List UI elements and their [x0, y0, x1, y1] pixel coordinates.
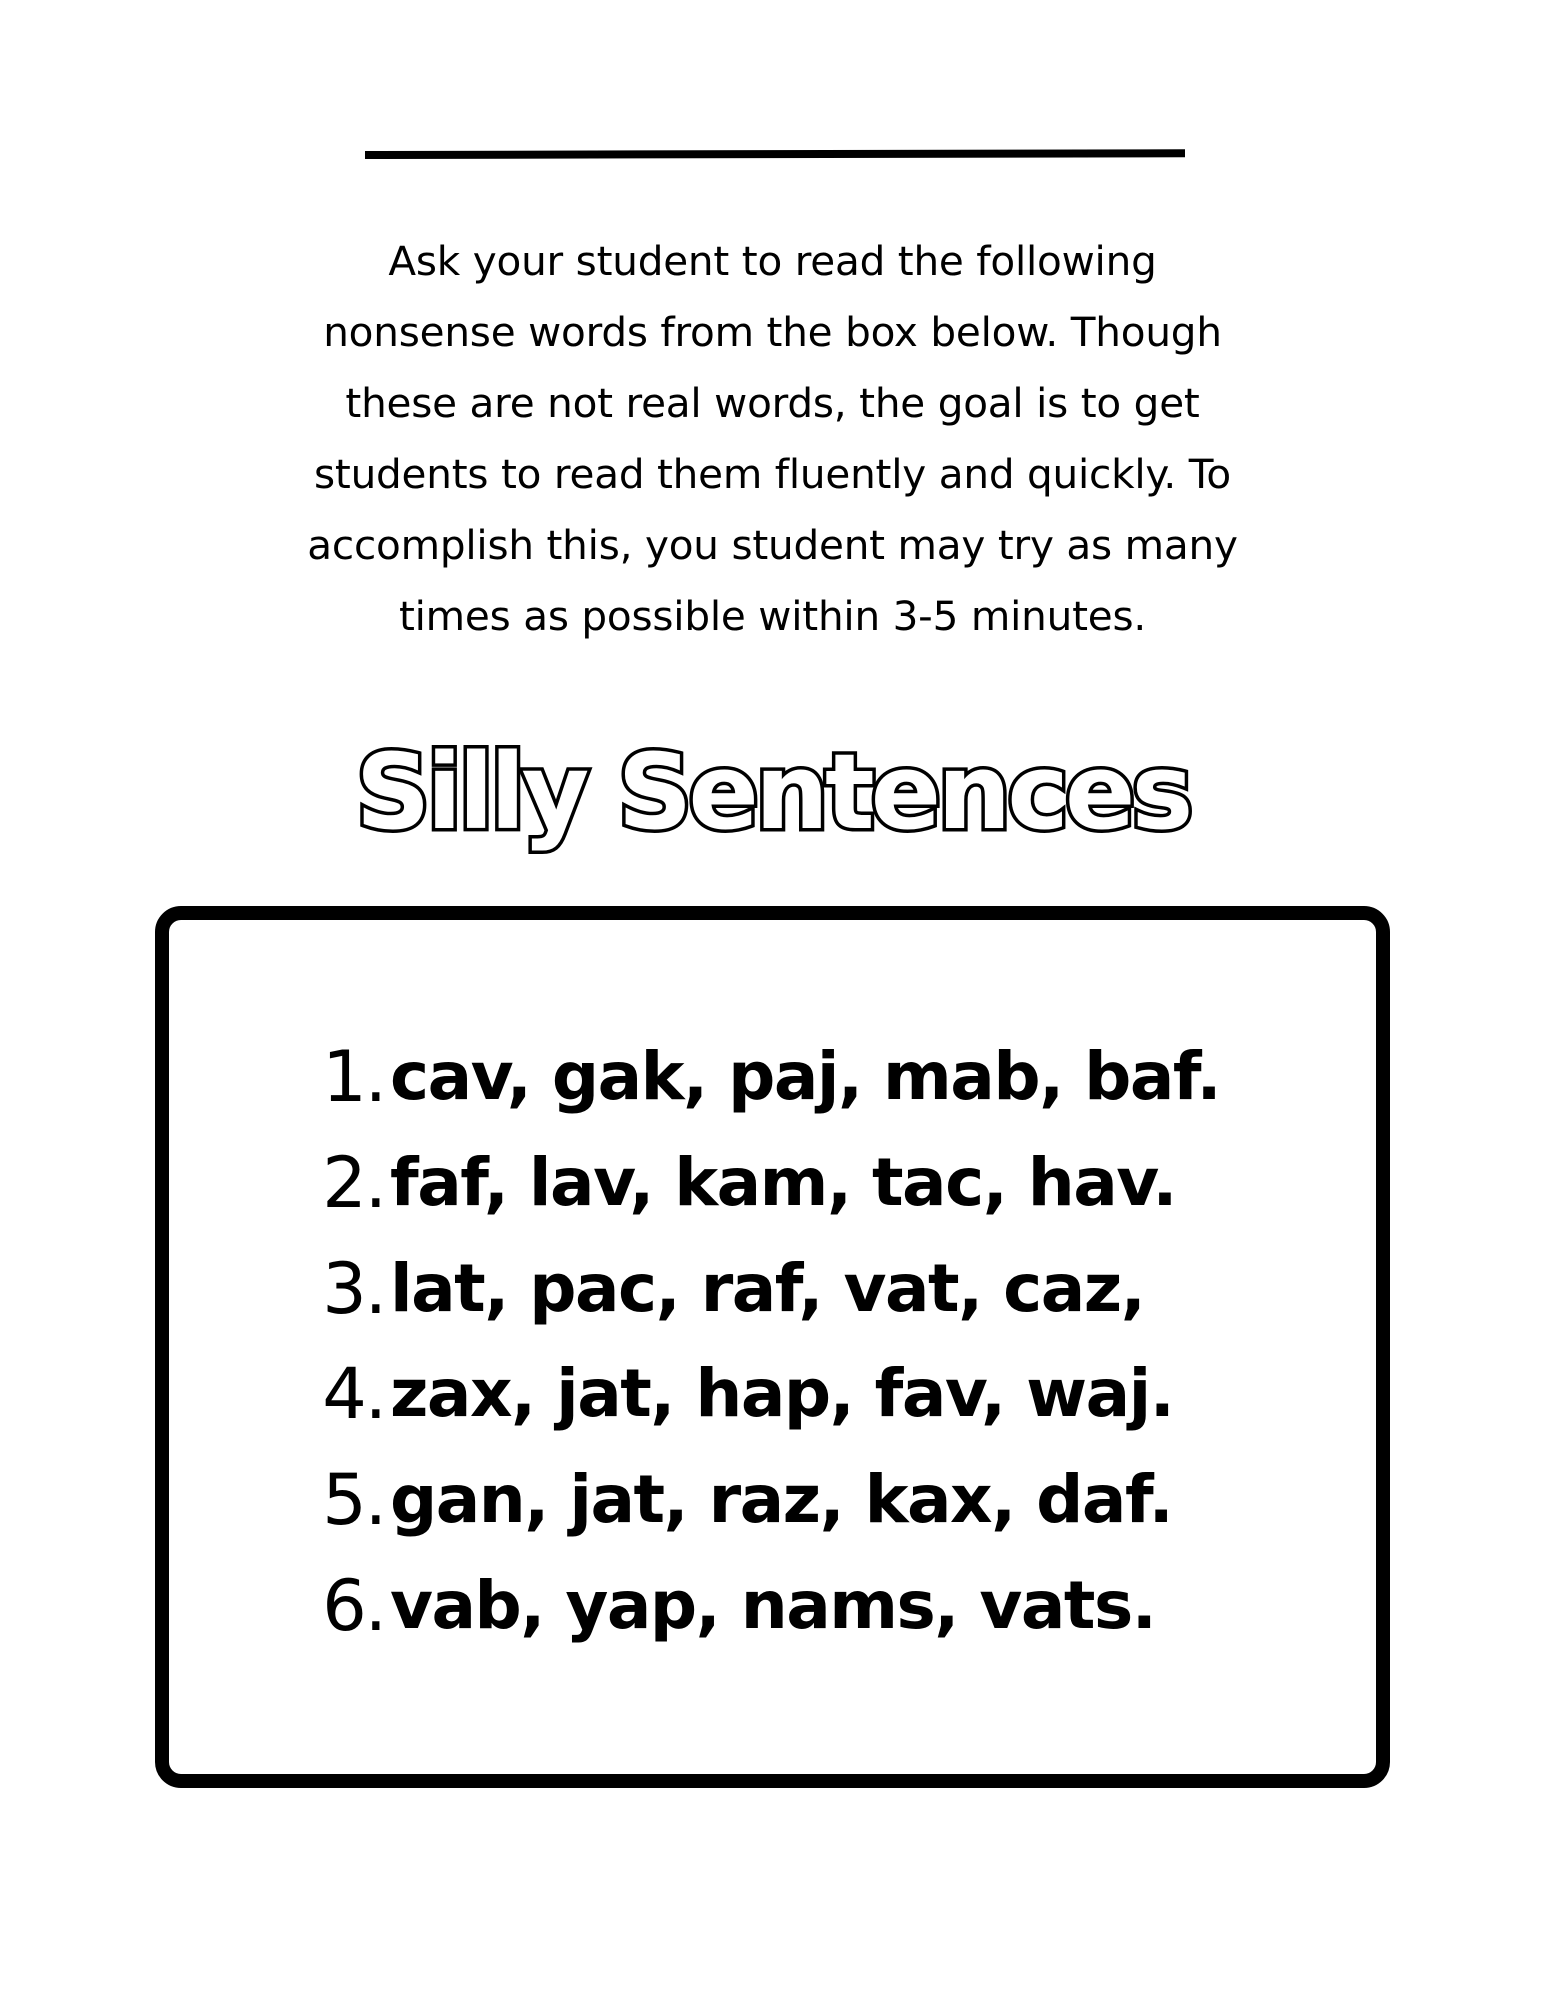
item-words: cav, gak, paj, mab, baf.: [390, 1038, 1221, 1115]
name-writing-line: [365, 149, 1185, 159]
item-number: 4.: [322, 1353, 385, 1436]
item-words: gan, jat, raz, kax, daf.: [390, 1461, 1173, 1539]
item-words: faf, lav, kam, tac, hav.: [390, 1143, 1177, 1221]
instructions-line: Ask your student to read the following: [388, 237, 1157, 285]
instructions-paragraph: [0, 226, 1545, 652]
list-item: [0, 1246, 1545, 1352]
item-number: 3.: [322, 1247, 385, 1330]
item-number: 5.: [322, 1459, 385, 1542]
item-words: zax, jat, hap, fav, waj.: [390, 1355, 1174, 1433]
instructions-line: accomplish this, you student may try as many: [307, 521, 1238, 569]
instructions-line: these are not real words, the goal is to get: [345, 379, 1200, 427]
instructions-line: times as possible within 3-5 minutes.: [398, 592, 1147, 640]
word-list: [0, 1034, 1545, 1669]
item-words: vab, yap, nams, vats.: [390, 1566, 1156, 1644]
instructions-line: students to read them fluently and quickly. To: [314, 450, 1231, 498]
instructions-line: nonsense words from the box below. Though: [323, 308, 1222, 356]
list-item: [0, 1140, 1545, 1246]
item-number: 1.: [322, 1036, 385, 1118]
list-item: [0, 1457, 1545, 1563]
item-words: lat, pac, raf, vat, caz,: [390, 1249, 1145, 1327]
list-item: [0, 1563, 1545, 1669]
item-number: 2.: [322, 1141, 385, 1224]
page-title: Silly Sentences: [355, 731, 1190, 853]
item-number: 6.: [322, 1564, 385, 1647]
list-item: [0, 1034, 1545, 1140]
list-item: [0, 1351, 1545, 1457]
